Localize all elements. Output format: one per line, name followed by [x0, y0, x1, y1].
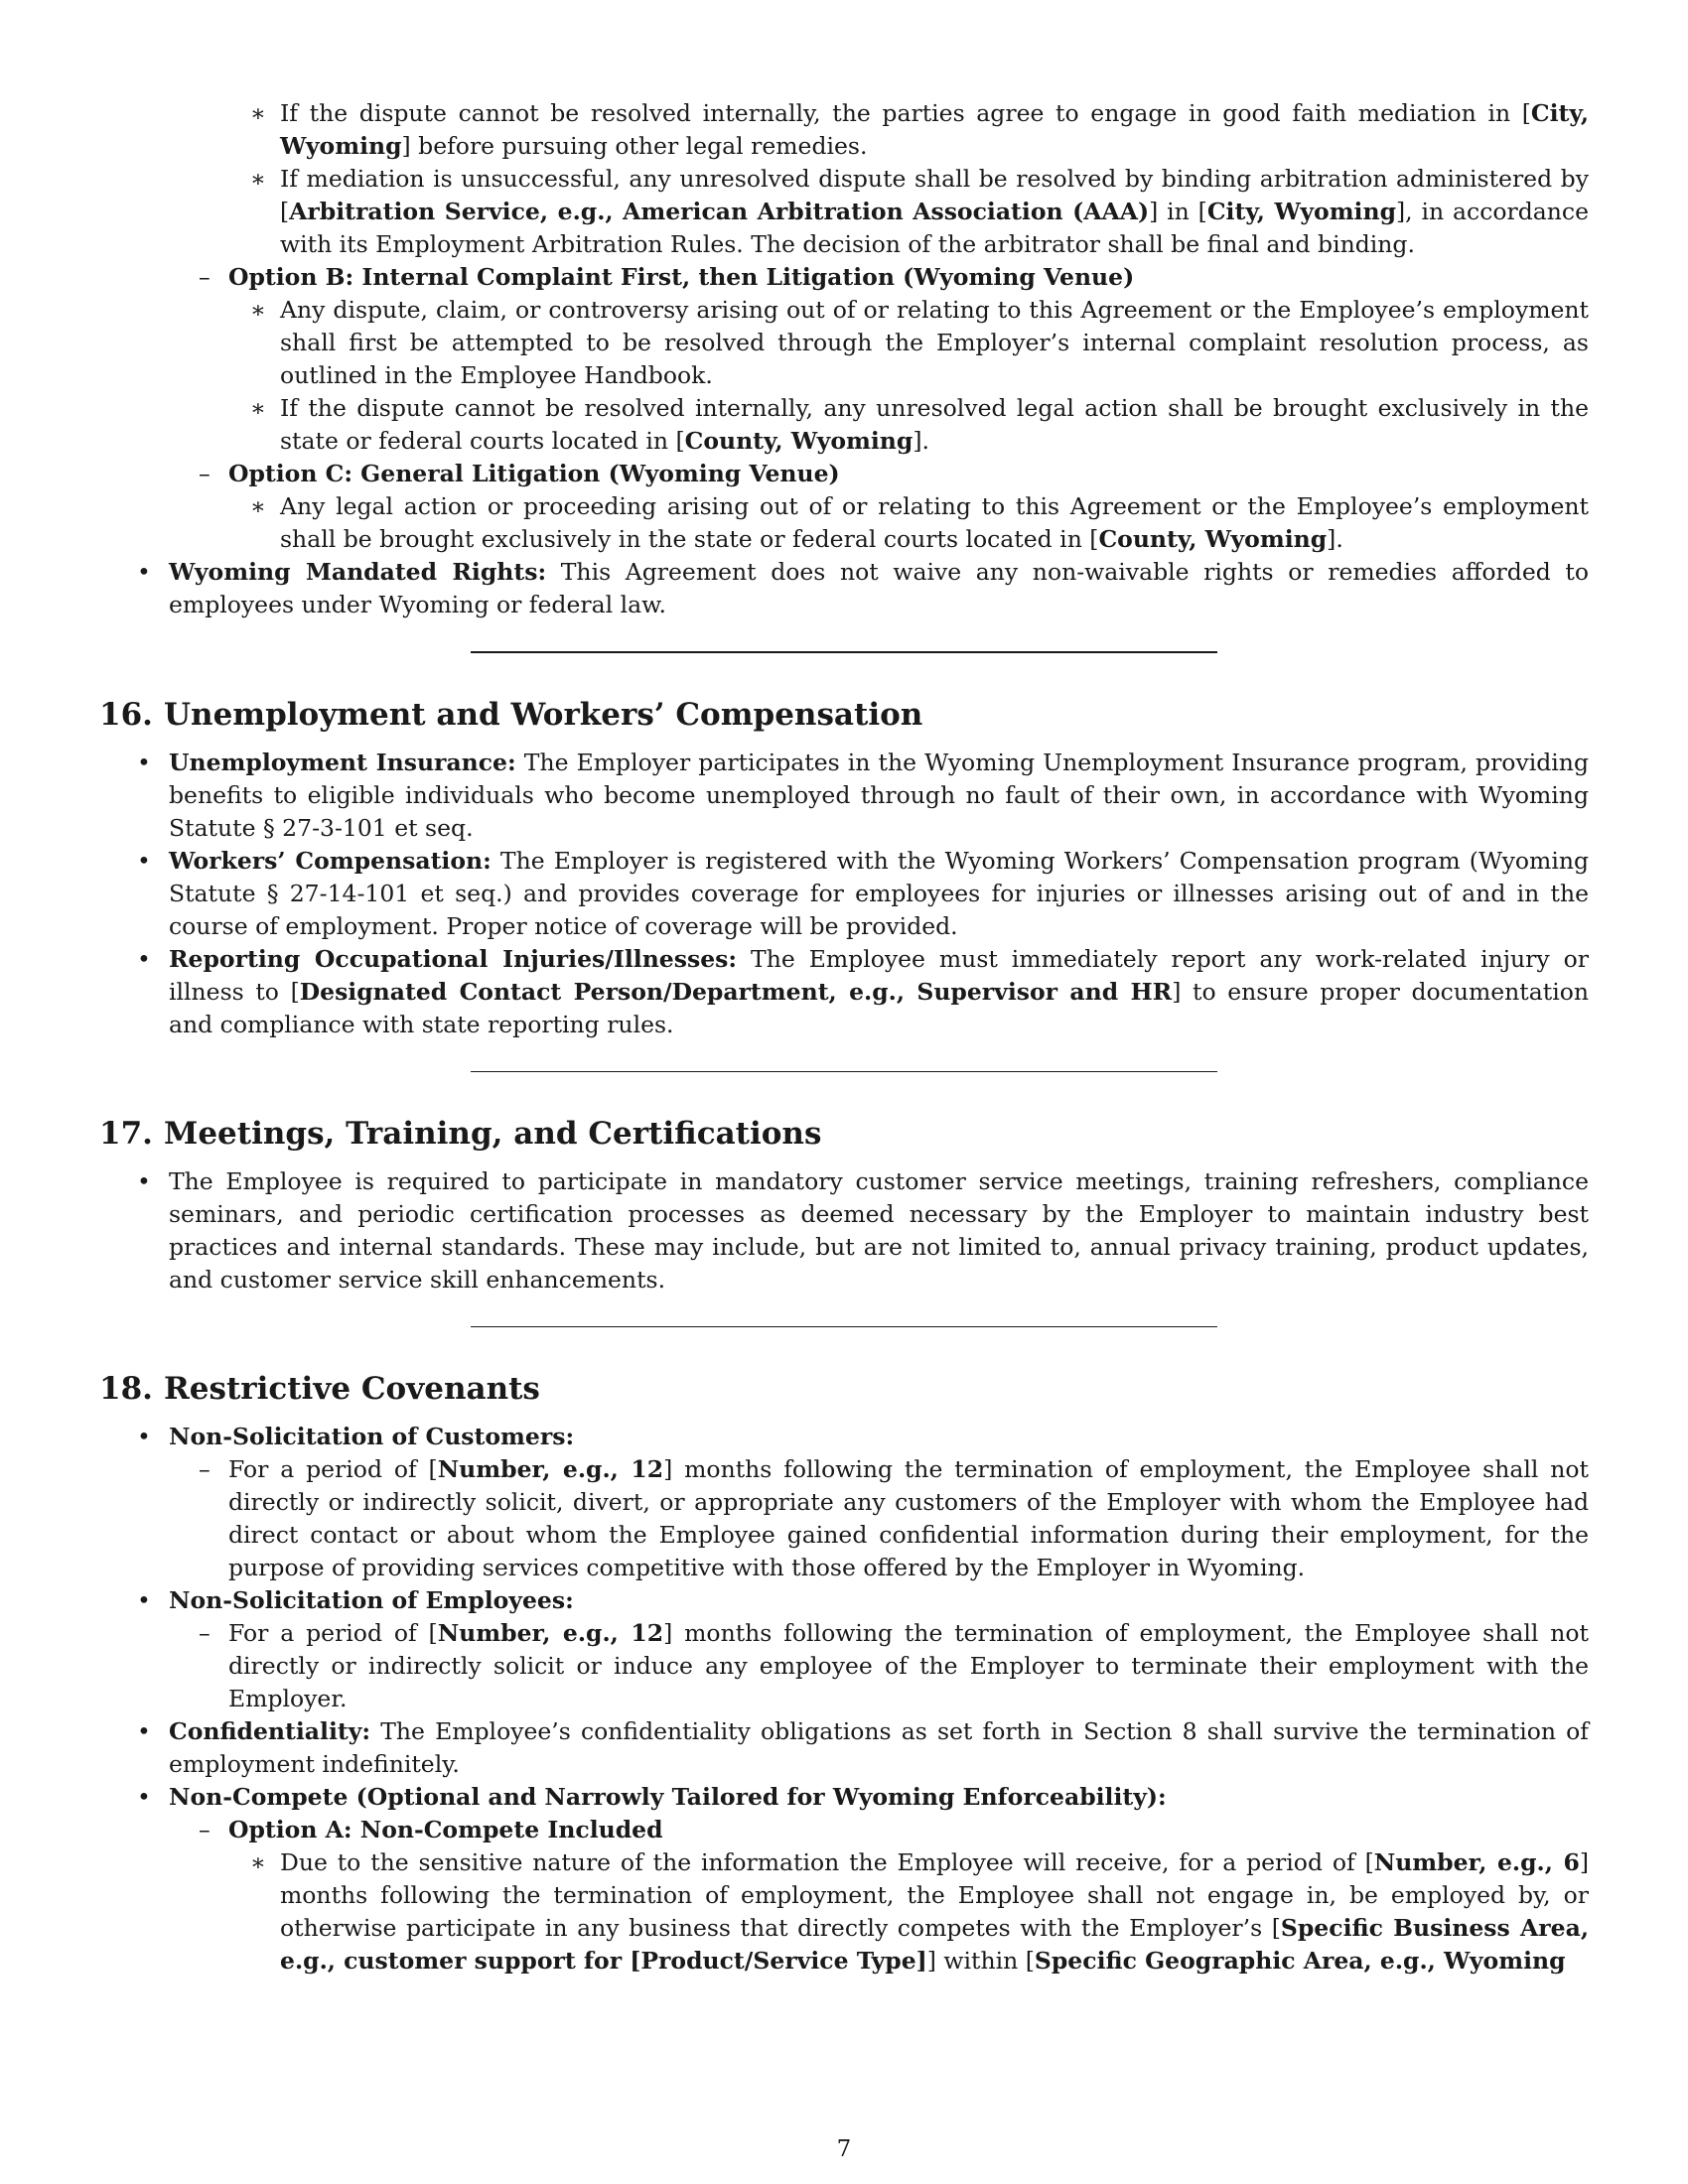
section-heading: 17. Meetings, Training, and Certifications: [99, 1116, 822, 1152]
list-item: ∗ If mediation is unsuccessful, any unresolved dispute shall be resolved by binding arbitration administered by [Arbitration Service, e.g., American Arbitration Association (AAA)] in [City, Wyoming], in accordance with its Employment Arbitration Rules. The decision of the arbitrator shall be final and binding.: [250, 165, 1590, 258]
star-marker: ∗: [250, 99, 266, 127]
section-heading: 18. Restrictive Covenants: [99, 1371, 540, 1407]
bullet-marker: •: [137, 945, 151, 973]
option-c-heading: – Option C: General Litigation (Wyoming Venue): [99, 458, 1589, 490]
option-b-heading: – Option B: Internal Complaint First, then Litigation (Wyoming Venue): [99, 261, 1589, 294]
bullet-marker: •: [137, 749, 151, 776]
star-marker: ∗: [250, 165, 266, 193]
list-item: ∗ Due to the sensitive nature of the information the Employee will receive, for a period of [Number, e.g., 6] months following the termination of employment, the Employee shall not engage in, be employed by, or otherwise participate in any business that directly competes with the Employer’s [Specific Business Area, e.g., customer support for [Product/Service Type]] within [Specific Geographic Area, e.g., Wyoming: [250, 1848, 1589, 1975]
bullet-marker: •: [137, 1167, 151, 1195]
dash-marker: –: [199, 1816, 211, 1843]
list-item: – For a period of [Number, e.g., 12] months following the termination of employment, the Employee shall not directly or indirectly solicit, divert, or appropriate any customers of the Employer with whom the Employee had direct contact or about whom the Employee gained confidential information during their employment, for the purpose of providing services competitive with those offered by the Employer in Wyoming.: [199, 1455, 1589, 1581]
dash-marker: –: [199, 1619, 211, 1647]
star-marker: ∗: [250, 1848, 266, 1876]
bullet-marker: •: [137, 1586, 151, 1614]
list-item: • Reporting Occupational Injuries/Illnesses: The Employee must immediately report any work-related injury or illness to [Designated Contact Person/Department, e.g., Supervisor and HR] to ensure proper documentation and compliance with state reporting rules.: [137, 945, 1589, 1038]
option-a-heading: – Option A: Non-Compete Included: [99, 1814, 1589, 1846]
list-item: • Non-Solicitation of Customers:: [99, 1421, 1589, 1453]
dash-marker: –: [199, 460, 211, 487]
star-marker: ∗: [250, 394, 266, 422]
bullet-marker: •: [137, 1717, 151, 1745]
list-item: • The Employee is required to participate in mandatory customer service meetings, training refreshers, compliance seminars, and periodic certification processes as deemed necessary by the Employer to maintain industry best practices and internal standards. These may include, but are not limited to, annual privacy training, product updates, and customer service skill enhancements.: [137, 1167, 1589, 1294]
bullet-marker: •: [137, 1783, 151, 1811]
star-marker: ∗: [250, 492, 266, 520]
bullet-marker: •: [137, 558, 151, 586]
list-item: ∗ If the dispute cannot be resolved internally, any unresolved legal action shall be brought exclusively in the state or federal courts located in [County, Wyoming].: [250, 394, 1589, 455]
list-item: • Non-Compete (Optional and Narrowly Tailored for Wyoming Enforceability):: [99, 1781, 1589, 1814]
list-item: – For a period of [Number, e.g., 12] months following the termination of employment, the Employee shall not directly or indirectly solicit or induce any employee of the Employer to terminate their employment with the Employer.: [199, 1619, 1589, 1712]
section-heading: 16. Unemployment and Workers’ Compensation: [99, 697, 923, 733]
list-item: ∗ If the dispute cannot be resolved internally, the parties agree to engage in good faith mediation in [City, Wyoming] before pursuing other legal remedies.: [250, 99, 1589, 160]
bullet-marker: •: [137, 1423, 151, 1450]
dash-marker: –: [199, 263, 211, 291]
list-item: • Wyoming Mandated Rights: This Agreement does not waive any non-waivable rights or remedies afforded to employees under Wyoming or federal law.: [137, 558, 1589, 618]
list-item: • Confidentiality: The Employee’s confidentiality obligations as set forth in Section 8 shall survive the termination of employment indefinitely.: [137, 1717, 1589, 1778]
dash-marker: –: [199, 1455, 211, 1483]
star-marker: ∗: [250, 296, 266, 324]
list-item: ∗ Any dispute, claim, or controversy arising out of or relating to this Agreement or the Employee’s employment shall first be attempted to be resolved through the Employer’s internal complaint resolution process, as outlined in the Employee Handbook.: [250, 296, 1589, 389]
page-number: 7: [836, 2136, 852, 2162]
list-item: • Non-Solicitation of Employees:: [99, 1584, 1589, 1617]
bullet-marker: •: [137, 847, 151, 875]
list-item: • Workers’ Compensation: The Employer is registered with the Wyoming Workers’ Compensation program (Wyoming Statute § 27-14-101 et seq.) and provides coverage for employees for injuries or illnesses arising out of and in the course of employment. Proper notice of coverage will be provided.: [137, 847, 1590, 940]
list-item: • Unemployment Insurance: The Employer participates in the Wyoming Unemployment Insurance program, providing benefits to eligible individuals who become unemployed through no fault of their own, in accordance with Wyoming Statute § 27-3-101 et seq.: [137, 749, 1589, 842]
list-item: ∗ Any legal action or proceeding arising out of or relating to this Agreement or the Employee’s employment shall be brought exclusively in the state or federal courts located in [County, Wyoming].: [250, 492, 1589, 553]
document-page: [99, 97, 1589, 1978]
